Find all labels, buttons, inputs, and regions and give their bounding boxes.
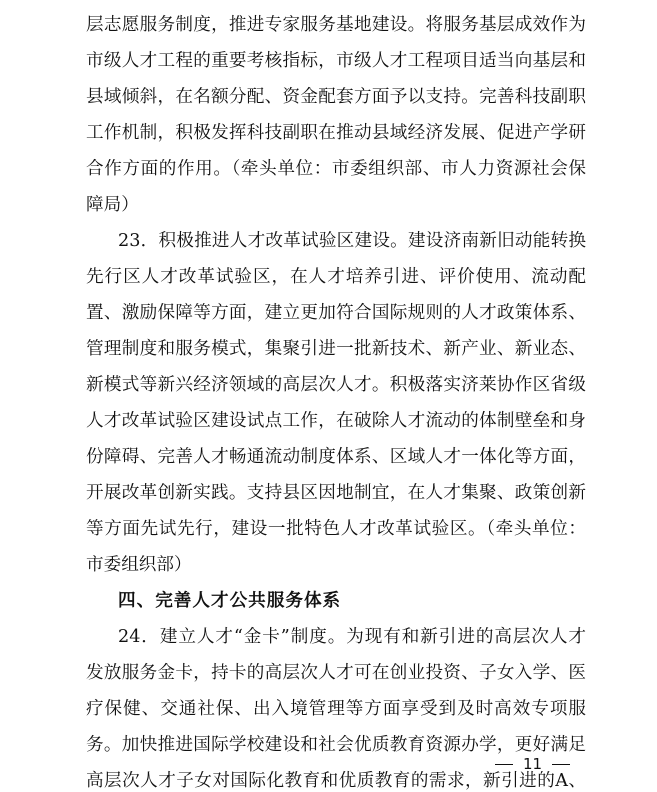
text-line: 工作机制，积极发挥科技副职在推动县域经济发展、促进产学研	[86, 123, 586, 143]
paragraph-23-start: 23．积极推进人才改革试验区建设。建设济南新旧动能转换	[118, 231, 586, 251]
text-line: 份障碍、完善人才畅通流动制度体系、区域人才一体化等方面，	[86, 447, 586, 467]
text-line: 置、激励保障等方面，建立更加符合国际规则的人才政策体系、	[86, 303, 586, 323]
text-line: 障局）	[86, 195, 139, 215]
section-heading: 四、完善人才公共服务体系	[118, 591, 342, 611]
text-line: 发放服务金卡，持卡的高层次人才可在创业投资、子女入学、医	[86, 663, 586, 683]
text-line: 合作方面的作用。（牵头单位：市委组织部、市人力资源社会保	[86, 159, 586, 179]
footer-dash-right	[552, 764, 570, 765]
text-line: 等方面先试先行，建设一批特色人才改革试验区。（牵头单位：	[86, 519, 586, 539]
text-line: 人才改革试验区建设试点工作，在破除人才流动的体制壁垒和身	[86, 411, 586, 431]
text-line: 先行区人才改革试验区，在人才培养引进、评价使用、流动配	[86, 267, 586, 287]
text-line: 新模式等新兴经济领域的高层次人才。积极落实济莱协作区省级	[86, 375, 586, 395]
text-line: 市级人才工程的重要考核指标，市级人才工程项目适当向基层和	[86, 51, 586, 71]
text-line: 层志愿服务制度，推进专家服务基地建设。将服务基层成效作为	[86, 15, 586, 35]
paragraph-24-start: 24．建立人才“金卡”制度。为现有和新引进的高层次人才	[118, 627, 586, 647]
page-number: 11	[523, 755, 543, 773]
text-line: 疗保健、交通社保、出入境管理等方面享受到及时高效专项服	[86, 699, 586, 719]
text-line: 县域倾斜，在名额分配、资金配套方面予以支持。完善科技副职	[86, 87, 586, 107]
text-line: 高层次人才子女对国际化教育和优质教育的需求，新引进的A、	[86, 771, 586, 791]
text-line: 市委组织部）	[86, 555, 192, 575]
text-line: 管理制度和服务模式，集聚引进一批新技术、新产业、新业态、	[86, 339, 586, 359]
text-line: 务。加快推进国际学校建设和社会优质教育资源办学，更好满足	[86, 735, 586, 755]
footer-dash-left	[495, 764, 513, 765]
text-line: 开展改革创新实践。支持县区因地制宜，在人才集聚、政策创新	[86, 483, 586, 503]
page-number-footer	[495, 754, 570, 774]
